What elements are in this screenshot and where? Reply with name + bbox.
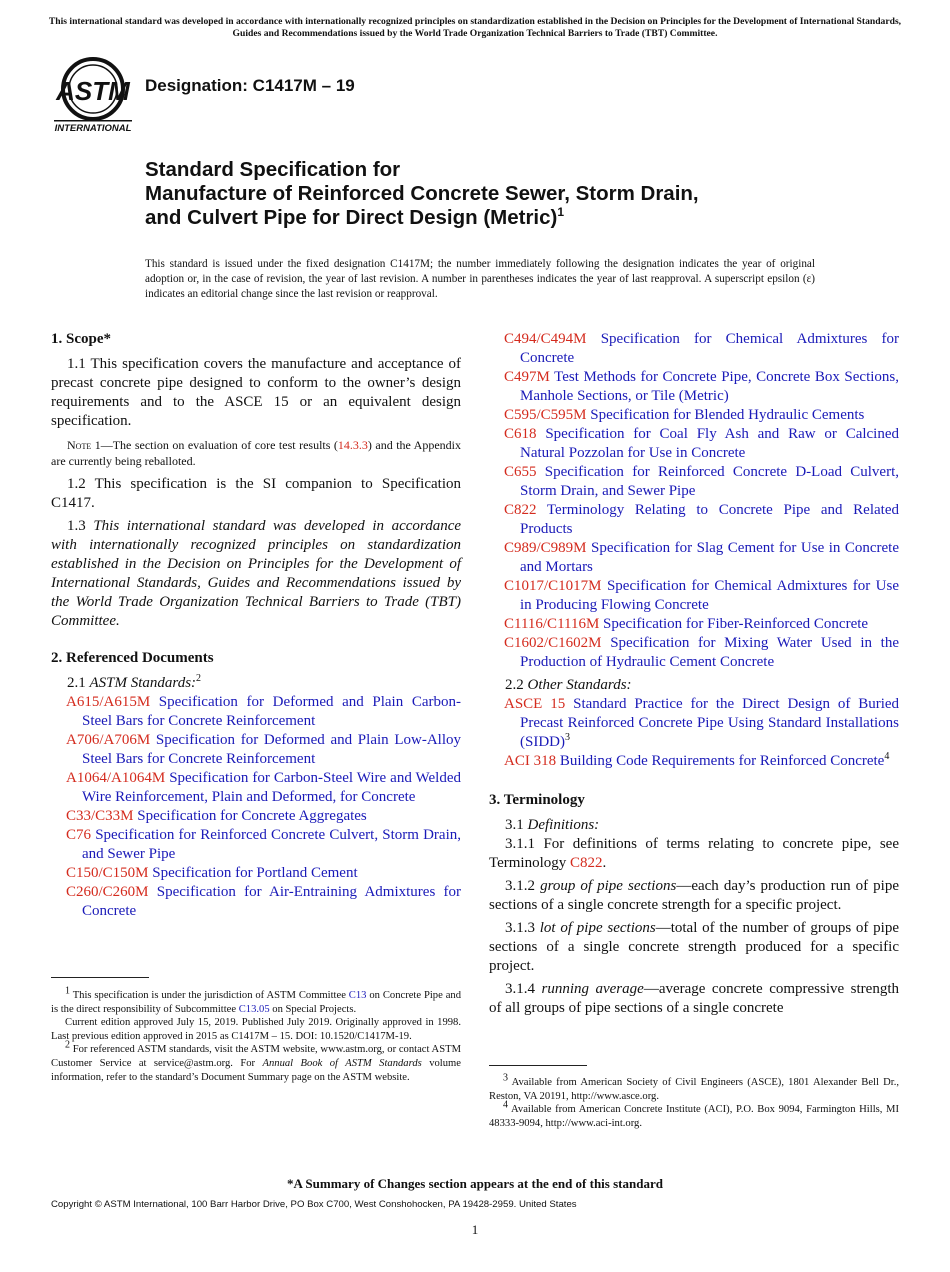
reference-item	[489, 368, 899, 406]
paragraph-3-1: 3.1 Definitions:	[505, 817, 600, 833]
reference-item	[489, 695, 899, 752]
reference-title-link[interactable]: Specification for Deformed and Plain Carbon-Steel Bars for Concrete Reinforcement	[82, 694, 461, 729]
top-notice: This international standard was developed in accordance with internationally recognized principles on standardization established in the Decision on Principles for the Development of International Standards, Guides and Recommendations issued by the World Trade Organization Technical Barriers to Trade (TBT) Committee.	[48, 16, 902, 39]
other-reference-list	[489, 695, 899, 771]
footnote-rule-right	[489, 1065, 587, 1066]
section-heading-referenced: 2. Referenced Documents	[51, 650, 214, 666]
reference-code-link[interactable]: C497M	[504, 369, 550, 385]
title-footnote-mark: 1	[557, 205, 565, 220]
reference-code-link[interactable]: C150/C150M	[66, 865, 149, 881]
footnote-4: $^4$ Available from American Concrete Institute (ACI), P.O. Box 9094, Farmington Hills, MI 48333-9094, http://www.aci-int.org.	[489, 1099, 899, 1129]
reference-title-link[interactable]: Specification for Portland Cement	[152, 865, 358, 881]
reference-title-link[interactable]: Specification for Reinforced Concrete Culvert, Storm Drain, and Sewer Pipe	[82, 827, 461, 862]
reference-footnote-mark: 4	[884, 751, 890, 762]
reference-title-link[interactable]: Specification for Fiber-Reinforced Concrete	[603, 616, 869, 632]
section-heading-terminology: 3. Terminology	[489, 792, 585, 808]
terminology-link-c822[interactable]: C822	[570, 855, 603, 871]
section-heading-scope: 1. Scope*	[51, 331, 111, 347]
reference-code-link[interactable]: A1064/A1064M	[66, 770, 166, 786]
reference-item	[51, 693, 461, 731]
right-column	[489, 330, 899, 1022]
reference-item	[489, 406, 899, 425]
reference-item	[51, 807, 461, 826]
reference-item	[51, 769, 461, 807]
title-line-3: and Culvert Pipe for Direct Design (Metric)$^1$	[145, 205, 565, 229]
reference-item	[489, 615, 899, 634]
paragraph-1-1: 1.1 This specification covers the manufacture and acceptance of precast concrete pipe designed to conform to the owner’s design requirements and to the ASCE 15 or an equivalent design specification.	[51, 356, 461, 429]
astm-reference-list-left	[51, 693, 461, 921]
reference-title-link[interactable]: Specification for Slag Cement for Use in Concrete and Mortars	[520, 540, 900, 575]
footnote-3: $^3$ Available from American Society of Civil Engineers (ASCE), 1801 Alexander Bell Dr., Reston, VA 20191, http://www.asce.org.	[489, 1072, 899, 1102]
left-column	[51, 330, 461, 921]
reference-item	[489, 577, 899, 615]
footnote-rule-left	[51, 977, 149, 978]
reference-code-link[interactable]: ASCE 15	[504, 696, 566, 712]
section-link-14-3-3[interactable]: 14.3.3	[337, 438, 368, 452]
reference-item	[51, 864, 461, 883]
footnotes-right	[489, 1072, 899, 1130]
reference-title-link[interactable]: Specification for Chemical Admixtures for Concrete	[520, 331, 899, 366]
reference-code-link[interactable]: C595/C595M	[504, 407, 587, 423]
copyright: Copyright © ASTM International, 100 Barr Harbor Drive, PO Box C700, West Conshohocken, PA 19428-2959. United States	[51, 1199, 577, 1210]
astm-reference-list-right	[489, 330, 899, 672]
note-1: Note 1—The section on evaluation of core test results (14.3.3) and the Appendix are currently being reballoted.	[51, 438, 462, 468]
reference-code-link[interactable]: C655	[504, 464, 537, 480]
reference-code-link[interactable]: C822	[504, 502, 537, 518]
reference-title-link[interactable]: Test Methods for Concrete Pipe, Concrete Box Sections, Manhole Sections, or Tile (Metric)	[520, 369, 899, 404]
astm-logo	[52, 56, 134, 134]
reference-item	[51, 883, 461, 921]
other-standards-label: 2.2 Other Standards:	[505, 677, 632, 693]
document-title	[145, 158, 865, 230]
page-number: 1	[471, 1222, 479, 1237]
paragraph-3-1-2: 3.1.2 group of pipe sections—each day’s production run of pipe sections of a single concrete strength for a specific project.	[489, 878, 899, 913]
reference-title-link[interactable]: Specification for Reinforced Concrete D-Load Culvert, Storm Drain, and Sewer Pipe	[520, 464, 899, 499]
reference-code-link[interactable]: C494/C494M	[504, 331, 587, 347]
paragraph-1-3: 1.3 This international standard was developed in accordance with internationally recognized principles on standardization established in the Decision on Principles for the Development of International Standards, Guides and Recommendations issued by the World Trade Organization Technical Barriers to Trade (TBT) Committee.	[51, 518, 462, 629]
footnote-1-edition: Current edition approved July 15, 2019. Published July 2019. Originally approved in 1998. Last previous edition approved in 2015 as C1417M – 15. DOI: 10.1520/C1417M-19.	[51, 1017, 461, 1042]
footnote-1: $^1$ This specification is under the jurisdiction of ASTM Committee C13 on Concrete Pipe and is the direct responsibility of Subcommittee C13.05 on Special Projects.	[51, 985, 461, 1015]
reference-code-link[interactable]: C989/C989M	[504, 540, 587, 556]
designation: Designation: C1417M – 19	[145, 76, 355, 95]
paragraph-3-1-3: 3.1.3 lot of pipe sections—total of the number of groups of pipe sections of a single concrete strength produced for a specific project.	[489, 920, 900, 974]
title-line-2: Manufacture of Reinforced Concrete Sewer, Storm Drain,	[145, 182, 699, 205]
reference-item	[51, 826, 461, 864]
reference-item	[489, 501, 899, 539]
reference-code-link[interactable]: ACI 318	[504, 753, 557, 769]
reference-code-link[interactable]: C1017/C1017M	[504, 578, 602, 594]
svg-text:ASTM: ASTM	[56, 76, 130, 106]
reference-code-link[interactable]: C1116/C1116M	[504, 616, 600, 632]
footnotes-left	[51, 985, 461, 1084]
reference-title-link[interactable]: Specification for Concrete Aggregates	[137, 808, 367, 824]
reference-title-link[interactable]: Specification for Air-Entraining Admixtures for Concrete	[82, 884, 462, 919]
reference-code-link[interactable]: C618	[504, 426, 537, 442]
reference-footnote-mark: 3	[565, 732, 570, 743]
reference-title-link[interactable]: Specification for Carbon-Steel Wire and Welded Wire Reinforcement, Plain and Deformed, for Concrete	[82, 770, 462, 805]
issue-note: This standard is issued under the fixed designation C1417M; the number immediately following the designation indicates the year of original adoption or, in the case of revision, the year of last revision. A number in parentheses indicates the year of last reapproval. A superscript epsilon (ε) indicates an editorial change since the last revision or reapproval.	[145, 258, 815, 300]
reference-code-link[interactable]: A615/A615M	[66, 694, 151, 710]
title-line-1: Standard Specification for	[145, 158, 401, 181]
reference-item	[489, 425, 899, 463]
reference-code-link[interactable]: C1602/C1602M	[504, 635, 602, 651]
paragraph-3-1-1: 3.1.1 For definitions of terms relating to concrete pipe, see Terminology C822.	[489, 836, 899, 871]
astm-standards-label: 2.1 ASTM Standards:$^2$	[67, 673, 202, 691]
reference-title-link[interactable]: Specification for Coal Fly Ash and Raw or Calcined Natural Pozzolan for Use in Concrete	[520, 426, 900, 461]
reference-item	[51, 731, 461, 769]
logo-text: INTERNATIONAL	[54, 123, 132, 134]
reference-title-link[interactable]: Standard Practice for the Direct Design of Buried Precast Reinforced Concrete Pipe Using Standard Installations (SIDD)	[520, 696, 900, 750]
reference-title-link[interactable]: Specification for Chemical Admixtures for Use in Producing Flowing Concrete	[520, 578, 899, 613]
reference-code-link[interactable]: C76	[66, 827, 92, 843]
paragraph-3-1-4: 3.1.4 running average—average concrete compressive strength of all groups of pipe sections of a single concrete	[489, 981, 899, 1016]
reference-item	[489, 752, 899, 771]
paragraph-1-2: 1.2 This specification is the SI companion to Specification C1417.	[51, 476, 461, 511]
reference-code-link[interactable]: A706/A706M	[66, 732, 151, 748]
reference-title-link[interactable]: Specification for Mixing Water Used in the Production of Hydraulic Cement Concrete	[520, 635, 899, 670]
summary-of-changes-note: *A Summary of Changes section appears at the end of this standard	[287, 1176, 663, 1191]
reference-item	[489, 463, 899, 501]
reference-item	[489, 634, 899, 672]
reference-title-link[interactable]: Terminology Relating to Concrete Pipe and Related Products	[520, 502, 899, 537]
reference-code-link[interactable]: C33/C33M	[66, 808, 134, 824]
reference-code-link[interactable]: C260/C260M	[66, 884, 149, 900]
footnote-2: $^2$ For referenced ASTM standards, visit the ASTM website, www.astm.org, or contact ASTM Customer Service at service@astm.org. For Annual Book of ASTM Standards volume information, refer to the standard’s Document Summary page on the ASTM website.	[51, 1039, 461, 1083]
reference-title-link[interactable]: Building Code Requirements for Reinforced Concrete	[559, 753, 885, 769]
committee-link-c13[interactable]: C13	[348, 990, 367, 1001]
reference-item	[489, 330, 899, 368]
reference-title-link[interactable]: Specification for Deformed and Plain Low-Alloy Steel Bars for Concrete Reinforcement	[82, 732, 462, 767]
reference-item	[489, 539, 899, 577]
reference-title-link[interactable]: Specification for Blended Hydraulic Cements	[590, 407, 865, 423]
subcommittee-link-c13-05[interactable]: C13.05	[238, 1003, 270, 1015]
